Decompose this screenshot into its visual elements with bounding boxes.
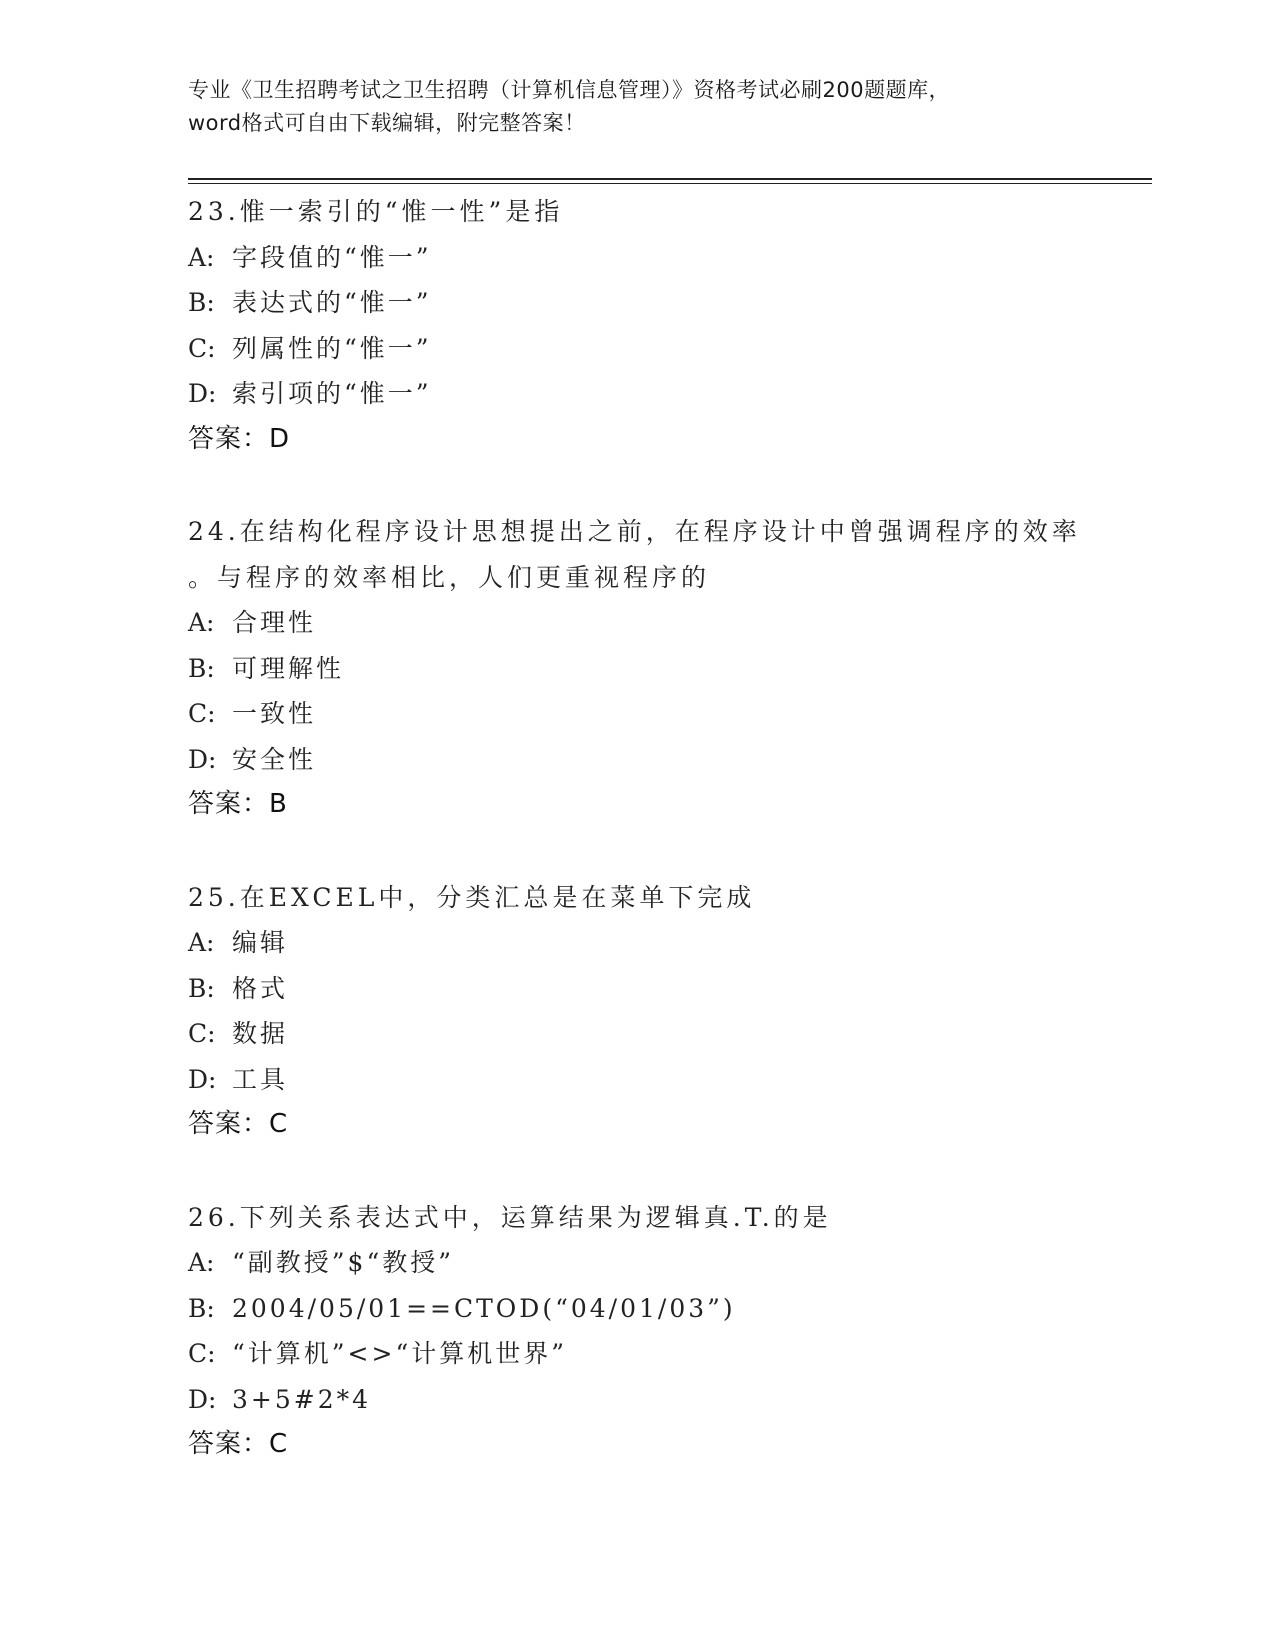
answer-option <box>188 920 1148 966</box>
option-text: 安全性 <box>232 744 317 774</box>
header-divider-thick <box>188 178 1152 180</box>
question-stem <box>188 555 1148 601</box>
question-stem <box>188 875 1148 921</box>
header-line-1: 专业《卫生招聘考试之卫生招聘（计算机信息管理）》资格考试必刷200题题库， <box>188 78 951 102</box>
question-stem-text: 23.惟一索引的“惟一性”是指 <box>188 197 564 226</box>
question-stem <box>188 509 1148 555</box>
option-text: 格式 <box>232 973 289 1003</box>
answer-option <box>188 1377 1148 1423</box>
option-key: D: <box>188 1384 217 1414</box>
option-key: C: <box>188 333 216 363</box>
question-block <box>188 509 1148 828</box>
question-stem-text: 25.在EXCEL中，分类汇总是在菜单下完成 <box>188 882 756 912</box>
question-stem-text: 26.下列关系表达式中，运算结果为逻辑真.T.的是 <box>188 1202 832 1232</box>
option-key: D: <box>188 379 217 408</box>
header-line-2: word格式可自由下载编辑，附完整答案！ <box>188 111 586 135</box>
option-text: 2004/05/01==CTOD(“04/01/03”) <box>232 1293 736 1323</box>
answer-key: 答案：C <box>188 1429 289 1459</box>
answer-option <box>188 600 1148 646</box>
question-stem-text: 。与程序的效率相比，人们更重视程序的 <box>188 562 711 592</box>
answer-key: 答案：C <box>188 1109 289 1139</box>
option-key: B: <box>188 288 215 317</box>
option-key: A: <box>188 608 215 637</box>
answer-option <box>188 1331 1148 1377</box>
document-header <box>188 74 1088 140</box>
answer-option <box>188 966 1148 1012</box>
option-key: B: <box>188 653 215 683</box>
option-text: 列属性的“惟一” <box>232 333 432 363</box>
option-key: B: <box>188 1293 215 1323</box>
option-text: 索引项的“惟一” <box>232 379 432 408</box>
header-divider-thin <box>188 183 1152 184</box>
question-block <box>188 1195 1148 1468</box>
option-text: 编辑 <box>232 928 289 957</box>
option-text: “副教授”$“教授” <box>232 1248 455 1277</box>
option-text: 数据 <box>232 1019 289 1048</box>
answer-option <box>188 326 1148 372</box>
option-text: 字段值的“惟一” <box>232 242 432 272</box>
option-key: D: <box>188 1064 217 1094</box>
option-text: 合理性 <box>232 608 317 637</box>
option-text: 3+5#2*4 <box>232 1384 372 1414</box>
answer-option <box>188 1011 1148 1057</box>
answer-key: 答案：B <box>188 789 288 819</box>
question-block <box>188 875 1148 1148</box>
answer-option <box>188 1057 1148 1103</box>
answer-option <box>188 235 1148 281</box>
option-text: 工具 <box>232 1064 289 1094</box>
option-key: A: <box>188 1248 215 1277</box>
answer-option <box>188 280 1148 326</box>
answer-option <box>188 737 1148 783</box>
answer-key: 答案：D <box>188 423 291 454</box>
question-list <box>188 189 1148 1468</box>
option-text: 可理解性 <box>232 653 345 683</box>
option-key: C: <box>188 1019 216 1048</box>
option-text: 一致性 <box>232 699 317 728</box>
option-key: C: <box>188 1339 216 1368</box>
answer-option <box>188 1286 1148 1332</box>
answer-option <box>188 1240 1148 1286</box>
option-key: A: <box>188 928 215 957</box>
option-text: 表达式的“惟一” <box>232 288 432 317</box>
question-stem <box>188 1195 1148 1241</box>
question-stem-text: 24.在结构化程序设计思想提出之前，在程序设计中曾强调程序的效率 <box>188 517 1081 546</box>
answer-option <box>188 371 1148 417</box>
option-text: “计算机”<>“计算机世界” <box>232 1339 568 1368</box>
option-key: D: <box>188 744 217 774</box>
option-key: B: <box>188 973 215 1003</box>
question-stem <box>188 189 1148 235</box>
option-key: A: <box>188 242 215 272</box>
option-key: C: <box>188 699 216 728</box>
question-block <box>188 189 1148 462</box>
answer-option <box>188 646 1148 692</box>
answer-option <box>188 691 1148 737</box>
